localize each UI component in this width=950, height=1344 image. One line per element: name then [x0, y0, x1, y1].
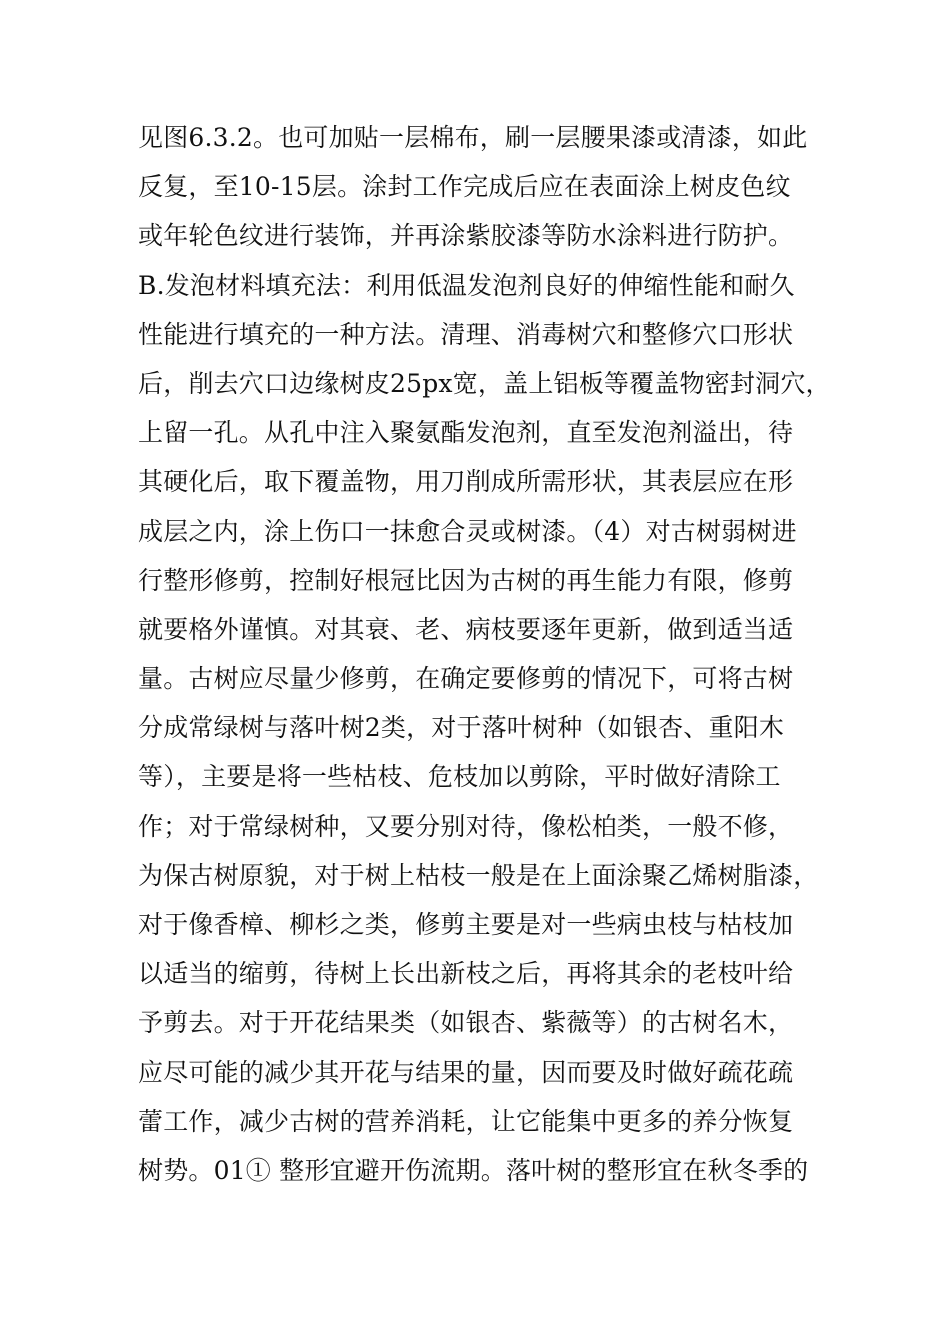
text-line: 反复，至10-15层。涂封工作完成后应在表面涂上树皮色纹: [138, 172, 791, 202]
text-line: 行整形修剪，控制好根冠比因为古树的再生能力有限，修剪: [138, 565, 794, 595]
text-line: 树势。01① 整形宜避开伤流期。落叶树的整形宜在秋冬季的: [138, 1155, 809, 1185]
text-line: 见图6.3.2。也可加贴一层棉布，刷一层腰果漆或清漆，如此: [138, 123, 808, 152]
body-text: [138, 113, 838, 1195]
text-line: 为保古树原貌，对于树上枯枝一般是在上面涂聚乙烯树脂漆，: [138, 860, 819, 890]
text-line: 其硬化后，取下覆盖物，用刀削成所需形状，其表层应在形: [138, 467, 794, 497]
text-line: 量。古树应尽量少修剪，在确定要修剪的情况下，可将古树: [138, 664, 794, 694]
text-line: 分成常绿树与落叶树2类，对于落叶树种（如银杏、重阳木: [138, 713, 785, 743]
text-line: 予剪去。对于开花结果类（如银杏、紫薇等）的古树名木，: [138, 1008, 794, 1038]
text-line: 上留一孔。从孔中注入聚氨酯发泡剂，直至发泡剂溢出，待: [138, 418, 794, 448]
text-line: 就要格外谨慎。对其衰、老、病枝要逐年更新，做到适当适: [138, 614, 794, 644]
text-line: 或年轮色纹进行装饰，并再涂紫胶漆等防水涂料进行防护。: [138, 221, 794, 251]
text-line: 成层之内，涂上伤口一抹愈合灵或树漆。（4）对古树弱树进: [138, 516, 797, 546]
text-line: 性能进行填充的一种方法。清理、消毒树穴和整修穴口形状: [138, 319, 794, 349]
text-line: 等），主要是将一些枯枝、危枝加以剪除，平时做好清除工: [138, 762, 781, 792]
text-line: 后，削去穴口边缘树皮25px宽，盖上铝板等覆盖物密封洞穴，: [138, 368, 831, 398]
text-line: 对于像香樟、柳杉之类，修剪主要是对一些病虫枝与枯枝加: [138, 910, 794, 939]
text-line: 以适当的缩剪，待树上长出新枝之后，再将其余的老枝叶给: [138, 959, 794, 989]
text-line: 作；对于常绿树种，又要分别对待，像松柏类，一般不修，: [138, 811, 794, 841]
text-line: 应尽可能的减少其开花与结果的量，因而要及时做好疏花疏: [138, 1057, 794, 1087]
text-line: B.发泡材料填充法：利用低温发泡剂良好的伸缩性能和耐久: [138, 270, 795, 300]
text-line: 蕾工作，减少古树的营养消耗，让它能集中更多的养分恢复: [138, 1106, 794, 1136]
